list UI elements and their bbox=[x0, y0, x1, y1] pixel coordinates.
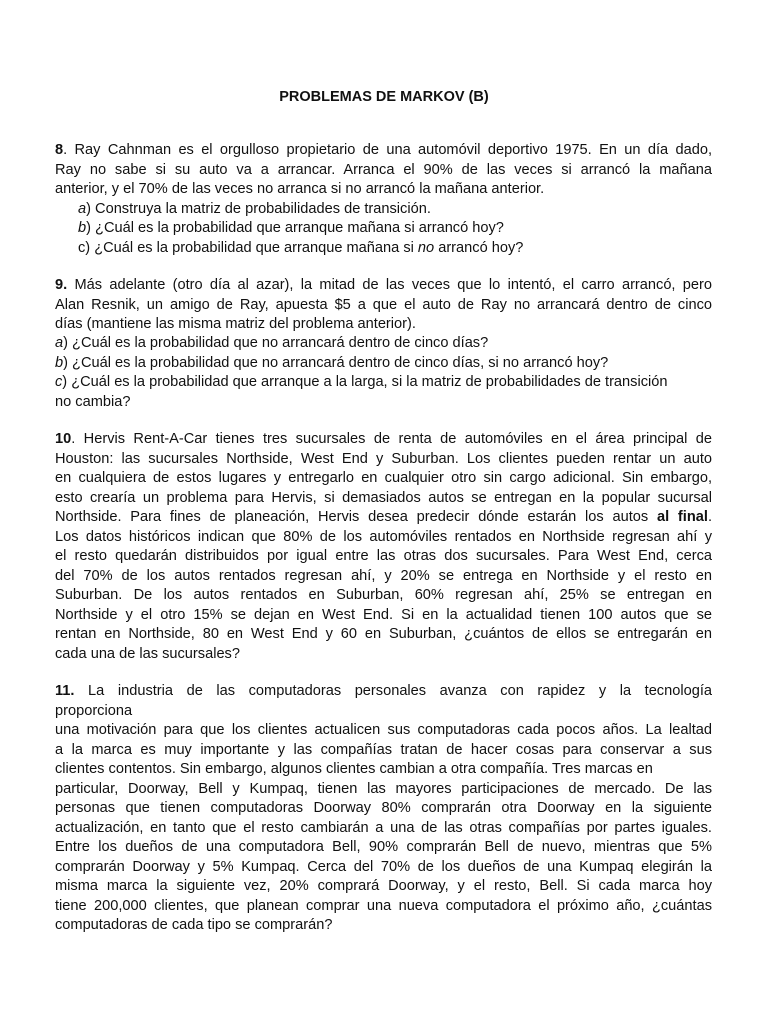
problem-10-line-1: 10. Hervis Rent-A-Car tienes tres sucursales de renta de automóviles en el área principal de bbox=[55, 431, 712, 447]
page-title: PROBLEMAS DE MARKOV (B) bbox=[279, 89, 489, 105]
problem-11-line-1: 11. La industria de las computadoras personales avanza con rapidez y la tecnología bbox=[55, 683, 712, 699]
problem-10-line-9: Suburban. De los autos rentados en Suburban, 60% regresan ahí, 25% se entregan en bbox=[55, 587, 712, 603]
problem-10-line-11: rentan en Northside, 80 en West End y 60 en Suburban, ¿cuántos de ellos se entregarán en bbox=[55, 626, 712, 642]
problem-8-line-2: Ray no sabe si su auto va a arrancar. Arranca el 90% de las veces si arrancó la mañana bbox=[55, 162, 712, 178]
problem-11-line-3: una motivación para que los clientes actualicen sus computadoras cada pocos años. La lealtad bbox=[55, 722, 712, 738]
problem-11-line-10: comprarán Doorway y 5% Kumpaq. Cerca del 70% de los dueños de una Kumpaq elegirán la bbox=[55, 859, 712, 875]
problem-10-line-5: Northside. Para fines de planeación, Hervis desea predecir dónde estarán los autos al final. bbox=[55, 509, 712, 525]
problem-10-line-6: Los datos históricos indican que 80% de los automóviles rentados en Northside regresan ahí y bbox=[55, 529, 712, 545]
problem-8-item-b: b) ¿Cuál es la probabilidad que arranque mañana si arrancó hoy? bbox=[78, 220, 504, 236]
problem-9-item-c: c) ¿Cuál es la probabilidad que arranque a la larga, si la matriz de probabilidades de transición bbox=[55, 374, 668, 390]
problem-10-line-8: del 70% de los autos rentados regresan ahí, y 20% se entrega en Northside y el resto en bbox=[55, 568, 712, 584]
problem-9-item-c-cont: no cambia? bbox=[55, 394, 131, 410]
problem-10-line-2: Houston: las sucursales Northside, West End y Suburban. Los clientes pueden rentar un auto bbox=[55, 451, 712, 467]
problem-8-item-a: a) Construya la matriz de probabilidades de transición. bbox=[78, 201, 431, 217]
problem-9-line-3: días (mantiene las misma matriz del problema anterior). bbox=[55, 316, 416, 332]
problem-10-line-12: cada una de las sucursales? bbox=[55, 646, 240, 662]
problem-10-line-4: esto crearía un problema para Hervis, si demasiados autos se entregan en la popular sucursal bbox=[55, 490, 712, 506]
problem-8-line-3: anterior, y el 70% de las veces no arranca si no arrancó la mañana anterior. bbox=[55, 181, 545, 197]
problem-number: 9. bbox=[55, 277, 68, 293]
problem-number: 10 bbox=[55, 431, 72, 447]
problem-11-line-7: personas que tienen computadoras Doorway 80% comprarán otra Doorway en la siguiente bbox=[55, 800, 712, 816]
problem-11-line-12: tiene 200,000 clientes, que planean comprar una nueva computadora el próximo año, ¿cuántas bbox=[55, 898, 712, 914]
problem-11-line-11: misma marca la siguiente vez, 20% comprará Doorway, y el resto, Bell. Si cada marca hoy bbox=[55, 878, 712, 894]
problem-10-line-3: en cualquiera de estos lugares y entregarlo en cualquier otro sin cargo adicional. Sin embargo, bbox=[55, 470, 712, 486]
problem-11-line-6: particular, Doorway, Bell y Kumpaq, tienen las mayores participaciones de mercado. De las bbox=[55, 781, 712, 797]
problem-11-line-9: Entre los dueños de una computadora Bell, 90% comprarán Bell de nuevo, mientras que 5% bbox=[55, 839, 712, 855]
problem-9-line-2: Alan Resnik, un amigo de Ray, apuesta $5 a que el auto de Ray no arrancará dentro de cinco bbox=[55, 297, 712, 313]
problem-11-line-4: a la marca es muy importante y las compañías tratan de hacer cosas para conservar a sus bbox=[55, 742, 712, 758]
problem-number: 11. bbox=[55, 683, 75, 699]
problem-8-line-1: 8. Ray Cahnman es el orgulloso propietario de una automóvil deportivo 1975. En un día dado, bbox=[55, 142, 712, 158]
problem-10-line-10: Northside y el otro 15% se dejan en West End. Si en la actualidad tienen 100 autos que se bbox=[55, 607, 712, 623]
problem-11-line-2: proporciona bbox=[55, 703, 133, 719]
problem-9-line-1: 9. Más adelante (otro día al azar), la mitad de las veces que lo intentó, el carro arrancó, pero bbox=[55, 277, 712, 293]
problem-9-item-b: b) ¿Cuál es la probabilidad que no arrancará dentro de cinco días, si no arrancó hoy? bbox=[55, 355, 609, 371]
problem-11-line-5: clientes contentos. Sin embargo, algunos clientes cambian a otra compañía. Tres marcas en bbox=[55, 761, 653, 777]
problem-11-line-8: actualización, en tanto que el resto cambiarán a una de las otras compañías por partes iguales. bbox=[55, 820, 712, 836]
problem-9-item-a: a) ¿Cuál es la probabilidad que no arrancará dentro de cinco días? bbox=[55, 335, 489, 351]
problem-number: 8 bbox=[55, 142, 64, 158]
problem-10-line-7: el resto quedarán distribuidos por igual entre las otras dos sucursales. Para West End, cerca bbox=[55, 548, 712, 564]
problem-8-item-c: c) ¿Cuál es la probabilidad que arranque mañana si no arrancó hoy? bbox=[78, 240, 524, 256]
problem-11-line-13: computadoras de cada tipo se comprarán? bbox=[55, 917, 333, 933]
